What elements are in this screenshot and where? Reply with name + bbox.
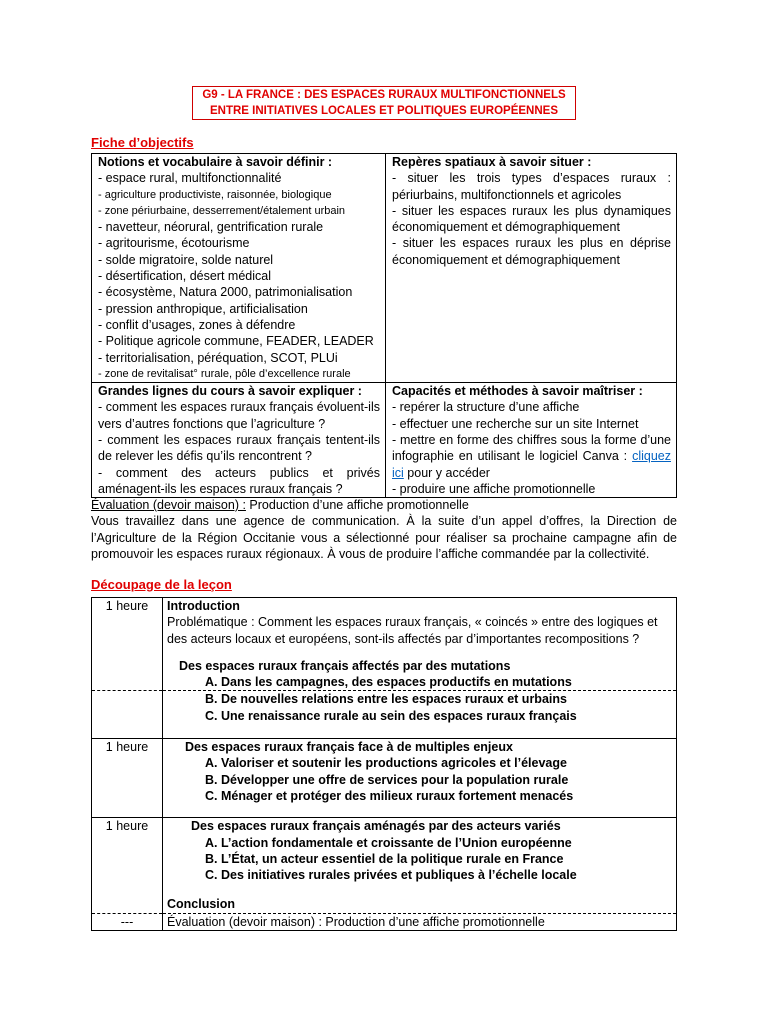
table-row	[92, 818, 677, 913]
objectives-table	[91, 153, 677, 498]
reperes-heading: Repères spatiaux à savoir situer :	[392, 155, 592, 169]
notion-item: - espace rural, multifonctionnalité	[98, 171, 282, 186]
notion-item: - agriculture productiviste, raisonnée, biologique	[98, 188, 332, 201]
notion-item: - désertification, désert médical	[98, 269, 271, 284]
capacite-item-canva-text: - mettre en forme des chiffres sous la forme d’une infographie en utilisant le logiciel Canva :	[392, 433, 671, 464]
lesson-content-cell	[163, 598, 677, 691]
grandes-lignes-cell	[92, 383, 386, 498]
duration-cell: ---	[92, 913, 163, 930]
part1-subsection-a: A. Dans les campagnes, des espaces productifs en mutations	[205, 675, 572, 690]
repere-item: - situer les trois types d’espaces ruraux : périurbains, multifonctionnels et agricoles	[392, 171, 671, 202]
notions-cell	[92, 154, 386, 383]
evaluation-paragraph: Vous travaillez dans une agence de communication. À la suite d’un appel d’offres, la Direction de l’Agriculture de la Région Occitanie vous a sélectionné pour réaliser sa prochaine campagne afin de promouvoir les espaces ruraux régionaux. À vous de produire l’affiche commandée par la collectivité.	[91, 514, 677, 561]
fiche-objectifs-heading: Fiche d’objectifs	[91, 135, 194, 150]
part2-subsection-c: C. Ménager et protéger des milieux ruraux fortement menacés	[205, 788, 574, 803]
capacite-item-canva	[392, 432, 671, 481]
notion-item: - solde migratoire, solde naturel	[98, 252, 274, 267]
part3-title: Des espaces ruraux français aménagés par des acteurs variés	[191, 819, 561, 834]
duration-cell: 1 heure	[92, 818, 163, 913]
grandes-lignes-item: - comment des acteurs publics et privés aménagent-ils les espaces ruraux français ?	[98, 465, 380, 496]
part2-subsection-b: B. Développer une offre de services pour la population rurale	[205, 772, 569, 787]
reperes-cell	[386, 154, 677, 383]
problematique-text: Problématique : Comment les espaces ruraux français, « coincés » entre des logiques et des acteurs locaux et européens, sont-ils affectés par d’importantes recompositions ?	[167, 615, 658, 646]
capacites-heading: Capacités et méthodes à savoir maîtriser :	[392, 384, 643, 399]
lesson-content-cell	[163, 818, 677, 913]
conclusion-title: Conclusion	[167, 897, 236, 912]
title-line-1: G9 - LA FRANCE : DES ESPACES RURAUX MULTIFONCTIONNELS	[202, 89, 566, 101]
repere-item: - situer les espaces ruraux les plus dynamiques économiquement et démographiquement	[392, 203, 671, 235]
capacite-item: - effectuer une recherche sur un site Internet	[392, 416, 639, 431]
part3-subsection-b: B. L’État, un acteur essentiel de la politique rurale en France	[205, 851, 564, 866]
evaluation-text: Production d’une affiche promotionnelle	[245, 498, 469, 512]
duration-cell: 1 heure	[92, 598, 163, 691]
notion-item: - agritourisme, écotourisme	[98, 236, 250, 251]
part2-subsection-a: A. Valoriser et soutenir les productions agricoles et l’élevage	[205, 756, 567, 771]
part2-title: Des espaces ruraux français face à de multiples enjeux	[185, 740, 513, 755]
introduction-title: Introduction	[167, 599, 240, 613]
lesson-content-cell	[163, 739, 677, 818]
table-row	[92, 598, 677, 691]
part1-title: Des espaces ruraux français affectés par des mutations	[179, 658, 511, 673]
grandes-lignes-heading: Grandes lignes du cours à savoir expliquer :	[98, 384, 362, 399]
notion-item: - zone de revitalisat° rurale, pôle d’excellence rurale	[98, 367, 351, 380]
grandes-lignes-item: - comment les espaces ruraux français tentent-ils de relever les défis qu’ils rencontrent ?	[98, 433, 380, 464]
evaluation-label: Évaluation (devoir maison) :	[91, 498, 246, 512]
part3-subsection-c: C. Des initiatives rurales privées et publiques à l’échelle locale	[205, 868, 577, 883]
notion-item: - territorialisation, péréquation, SCOT, PLUi	[98, 350, 338, 365]
notion-item: - écosystème, Natura 2000, patrimonialisation	[98, 285, 353, 300]
evaluation-line	[91, 497, 677, 513]
duration-cell: 1 heure	[92, 739, 163, 818]
notion-item: - navetteur, néorural, gentrification rurale	[98, 220, 324, 235]
notion-item: - conflit d’usages, zones à défendre	[98, 317, 296, 332]
capacite-item: - repérer la structure d’une affiche	[392, 400, 580, 415]
table-row	[92, 691, 677, 739]
capacite-item: - produire une affiche promotionnelle	[392, 481, 596, 496]
part1-subsection-b: B. De nouvelles relations entre les espaces ruraux et urbains	[205, 692, 567, 707]
evaluation-block	[91, 497, 677, 562]
title-line-2: ENTRE INITIATIVES LOCALES ET POLITIQUES EUROPÉENNES	[209, 104, 559, 117]
lesson-evaluation-cell: Évaluation (devoir maison) : Production d’une affiche promotionnelle	[163, 913, 677, 930]
lesson-table	[91, 597, 677, 931]
notion-item: - zone périurbaine, desserrement/étalement urbain	[98, 204, 346, 217]
table-row	[92, 913, 677, 930]
capacites-cell	[386, 383, 677, 498]
notions-heading: Notions et vocabulaire à savoir définir :	[98, 155, 333, 169]
lesson-content-cell	[163, 691, 677, 739]
cliquez-ici-link[interactable]: cliquez ici	[392, 449, 671, 480]
table-row	[92, 739, 677, 818]
document-title-box	[192, 86, 576, 120]
part3-subsection-a: A. L’action fondamentale et croissante de l’Union européenne	[205, 835, 572, 850]
notion-item: - Politique agricole commune, FEADER, LEADER	[98, 334, 374, 349]
repere-item: - situer les espaces ruraux les plus en déprise économiquement et démographiquement	[392, 236, 671, 267]
part1-subsection-c: C. Une renaissance rurale au sein des espaces ruraux français	[205, 708, 577, 723]
decoupage-heading: Découpage de la leçon	[91, 577, 232, 592]
capacite-item-canva-end: pour y accéder	[403, 465, 490, 480]
notion-item: - pression anthropique, artificialisation	[98, 301, 308, 316]
grandes-lignes-item: - comment les espaces ruraux français évoluent-ils vers d’autres fonctions que l’agriculture ?	[98, 400, 380, 431]
